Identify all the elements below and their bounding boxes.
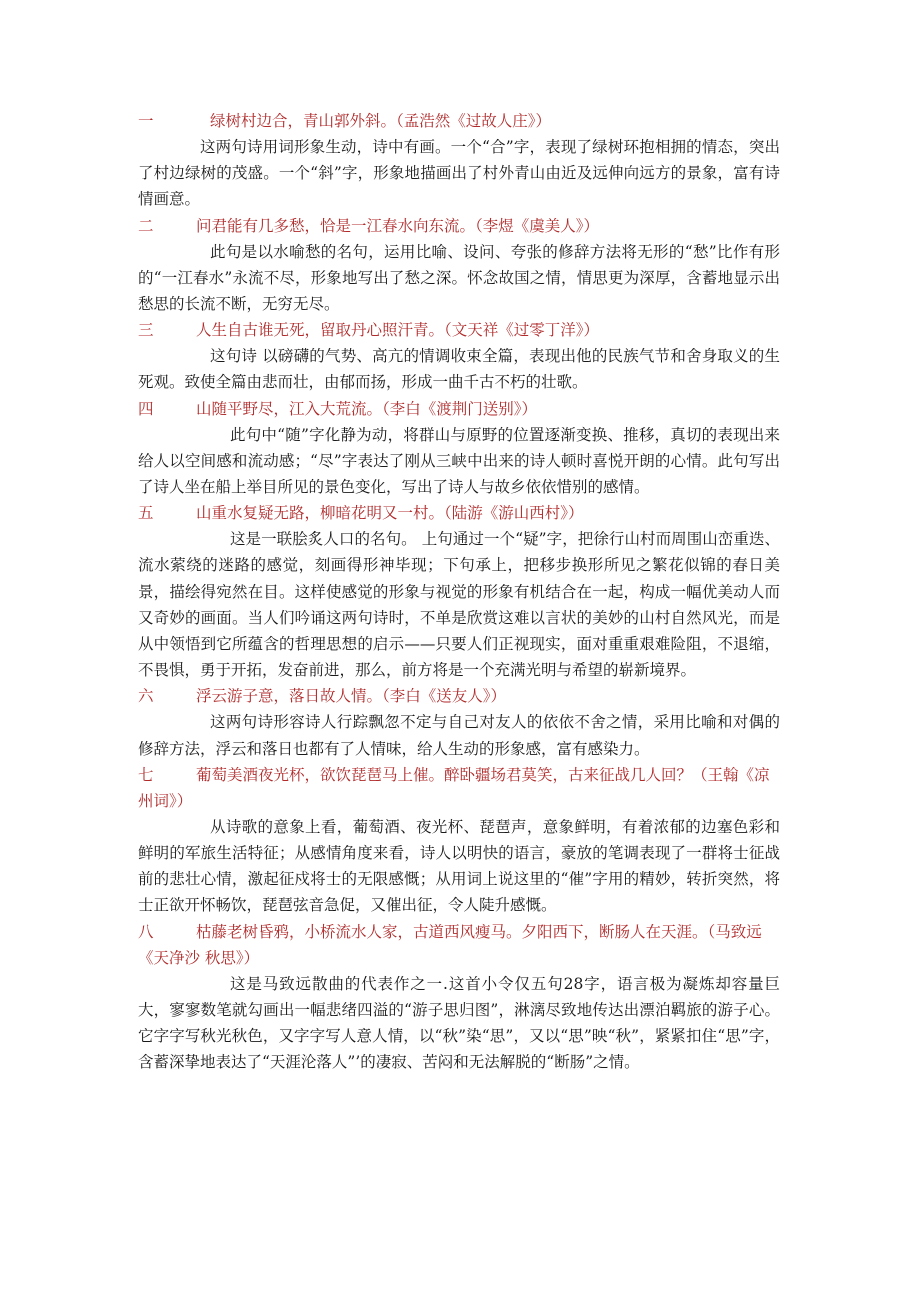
- verse-line: 人生自古谁无死，留取丹心照汗青。（文天祥《过零丁洋》）: [196, 321, 600, 340]
- section-heading: [138, 213, 780, 239]
- section-number: 七: [138, 765, 154, 784]
- section-number: 三: [138, 321, 154, 340]
- section-heading: [138, 396, 780, 422]
- section-heading: [138, 762, 780, 814]
- section-commentary: 这是一联脍炙人口的名句。 上句通过一个“疑”字，把徐行山村而周围山峦重迭、流水萦绕的迷路的感觉，刻画得形神毕现；下句承上，把移步换形所见之繁花似锦的春日美景，描绘得宛然在目。这样使感觉的形象与视觉的形象有机结合在一起，构成一幅优美动人而又奇妙的画面。当人们吟诵这两句诗时，不单是欣赏这难以言状的美妙的山村自然风光，而是从中领悟到它所蕴含的哲理思想的启示——只要人们正视现实，面对重重艰难险阻，不退缩，不畏惧，勇于开拓，发奋前进，那么，前方将是一个充满光明与希望的崭新境界。: [138, 530, 780, 680]
- section-3: [138, 317, 780, 395]
- section-heading: [138, 683, 780, 709]
- verse-line: 绿树村边合，青山郭外斜。（孟浩然《过故人庄》）: [210, 112, 552, 130]
- document-page: [138, 108, 780, 1075]
- section-number: 六: [138, 687, 154, 706]
- section-4: [138, 396, 780, 501]
- section-number: 一: [138, 112, 154, 130]
- section-6: [138, 683, 780, 761]
- section-heading: [138, 500, 780, 526]
- section-heading: [138, 317, 780, 343]
- section-number: 二: [138, 216, 154, 235]
- section-number: 四: [138, 399, 154, 418]
- verse-line: 浮云游子意，落日故人情。（李白《送友人》）: [196, 687, 507, 706]
- section-1: [138, 108, 780, 213]
- section-commentary: 此句中“随”字化静为动，将群山与原野的位置逐渐变换、推移，真切的表现出来给人以空间感和流动感；“尽”字表达了刚从三峡中出来的诗人顿时喜悦开朗的心情。此句写出了诗人坐在船上举目所见的景色变化，写出了诗人与故乡依依惜别的感情。: [138, 425, 780, 497]
- section-8: [138, 919, 780, 1076]
- verse-line: 山重水复疑无路，柳暗花明又一村。（陆游《游山西村》）: [196, 504, 584, 523]
- verse-line: 问君能有几多愁，恰是一江春水向东流。（李煜《虞美人》）: [196, 216, 600, 235]
- verse-line: 山随平野尽，江入大荒流。（李白《渡荆门送别》）: [196, 399, 538, 418]
- section-commentary: 此句是以水喻愁的名句，运用比喻、设问、夸张的修辞方法将无形的“愁”比作有形的“一江春水”永流不尽，形象地写出了愁之深。怀念故国之情，情思更为深厚，含蓄地显示出愁思的长流不断，无穷无尽。: [138, 242, 780, 314]
- section-2: [138, 213, 780, 318]
- section-7: [138, 762, 780, 919]
- section-commentary: 这两句诗用词形象生动，诗中有画。一个“合”字，表现了绿树环抱相拥的情态，突出了村边绿树的茂盛。一个“斜”字，形象地描画出了村外青山由近及远伸向远方的景象，富有诗情画意。: [138, 138, 780, 209]
- section-number: 八: [138, 922, 154, 941]
- verse-line: 葡萄美酒夜光杯，欲饮琵琶马上催。醉卧疆场君莫笑，古来征战几人回？（王翰《凉州词》）: [138, 765, 770, 810]
- section-commentary: 从诗歌的意象上看，葡萄酒、夜光杯、琵琶声，意象鲜明，有着浓郁的边塞色彩和鲜明的军旅生活特征；从感情角度来看，诗人以明快的语言，豪放的笔调表现了一群将士征战前的悲壮心情，激起征戍将士的无限感慨；从用词上说这里的“催”字用的精妙，转折突然，将士正欲开怀畅饮，琵琶弦音急促，又催出征，令人陡升感慨。: [138, 817, 780, 915]
- section-commentary: 这两句诗形容诗人行踪飘忽不定与自己对友人的依依不舍之情，采用比喻和对偶的修辞方法，浮云和落日也都有了人情味，给人生动的形象感，富有感染力。: [138, 713, 780, 758]
- section-number: 五: [138, 504, 154, 523]
- verse-line: 枯藤老树昏鸦，小桥流水人家，古道西风瘦马。夕阳西下，断肠人在天涯。（马致远《天净沙 秋思》）: [138, 922, 762, 967]
- section-commentary: 这句诗 以磅礴的气势、高亢的情调收束全篇，表现出他的民族气节和舍身取义的生死观。致使全篇由悲而壮，由郁而扬，形成一曲千古不朽的壮歌。: [138, 347, 780, 392]
- section-commentary: 这是马致远散曲的代表作之一.这首小令仅五句28字，语言极为凝炼却容量巨大，寥寥数笔就勾画出一幅悲绪四溢的“游子思归图”，淋漓尽致地传达出漂泊羁旅的游子心。它字字写秋光秋色，又字字写人意人情，以“秋”染“思”，又以“思”映“秋”，紧紧扣住“思”字，含蓄深挚地表达了“天涯沦落人”’的凄寂、苦闷和无法解脱的“断肠”之情。: [138, 974, 780, 1072]
- section-heading: [138, 919, 780, 971]
- section-5: [138, 500, 780, 683]
- section-heading: [138, 108, 780, 134]
